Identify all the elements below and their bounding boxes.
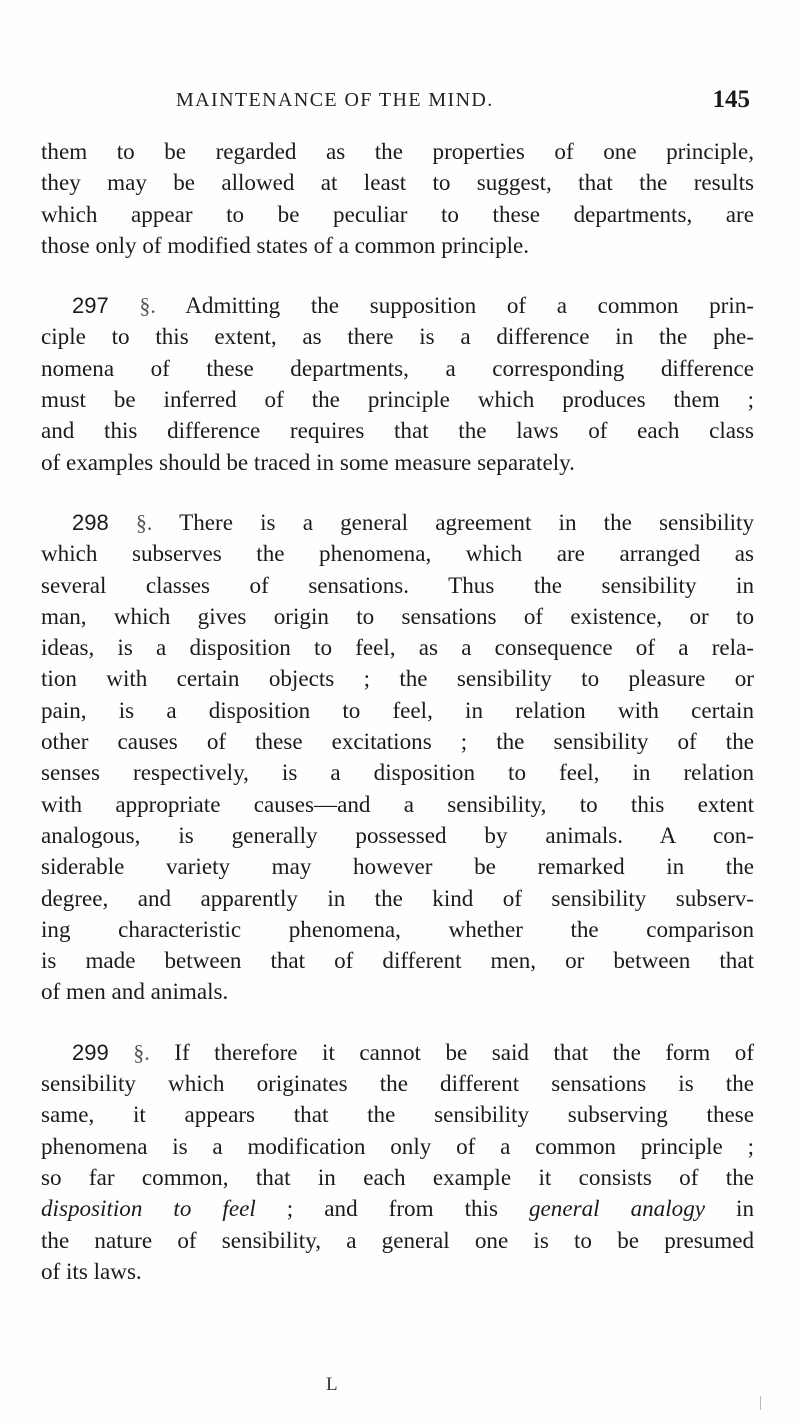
text-line: ing characteristic phenomena, whether the comparison [41,915,754,942]
section-297 [41,290,754,478]
paragraph-continuation [41,136,754,261]
text-line: tion with certain objects ; the sensibility to pleasure or [41,665,754,692]
text-line: siderable variety may however be remarked in the [41,853,754,880]
inline-text: ; and from this [255,1195,529,1222]
text-line: ciple to this extent, as there is a difference in the phe- [41,323,754,350]
text-line: analogous, is generally possessed by animals. A con- [41,821,754,848]
section-number: 297 [72,293,109,319]
text-line: degree, and apparently in the kind of sensibility subserv- [41,884,754,911]
signature-mark: L [326,1374,338,1395]
text-line: the nature of sensibility, a general one is to be presumed [41,1226,754,1253]
running-title: MAINTENANCE OF THE MIND. [176,89,494,111]
text-line [41,290,754,321]
text-line: and this difference requires that the laws of each class [41,417,754,444]
text-line: with appropriate causes—and a sensibility, to this extent [41,790,754,817]
text-line: which subserves the phenomena, which are arranged as [41,540,754,567]
text-line [41,1193,754,1224]
text-line: of examples should be traced in some measure separately. [41,448,575,475]
inline-text: in [705,1195,755,1222]
text-line: is made between that of different men, or between that [41,947,754,974]
text-line: senses respectively, is a disposition to feel, in relation [41,759,754,786]
text-line: other causes of these excitations ; the sensibility of the [41,728,754,755]
section-sign: §. [139,293,156,319]
italic-phrase: general analogy [529,1195,705,1222]
text-line: must be inferred of the principle which produces them ; [41,386,754,413]
section-sign: §. [133,1039,150,1065]
section-298 [41,507,754,1008]
section-first-line: There is a general agreement in the sensibility [179,508,754,535]
text-line: those only of modified states of a common principle. [41,231,530,258]
text-line: ideas, is a disposition to feel, as a consequence of a rela- [41,634,754,661]
text-line: so far common, that in each example it consists of the [41,1163,754,1190]
running-head [40,86,750,120]
text-line: pain, is a disposition to feel, in relation with certain [41,696,754,723]
text-line: them to be regarded as the properties of one principle, [41,138,754,164]
page-number: 145 [712,86,750,113]
text-line: same, it appears that the sensibility subserving these [41,1101,754,1128]
section-first-line: If therefore it cannot be said that the form of [174,1038,755,1065]
text-line [41,507,754,538]
text-line: several classes of sensations. Thus the sensibility in [41,571,754,598]
section-299 [41,1037,754,1287]
italic-phrase: disposition to feel [41,1195,256,1222]
section-first-line: Admitting the supposition of a common prin- [185,292,754,319]
text-line: of men and animals. [41,978,229,1005]
paper-speck [760,1396,761,1410]
text-line: phenomena is a modification only of a common principle ; [41,1132,754,1159]
text-line: of its laws. [41,1257,142,1284]
text-line: sensibility which originates the different sensations is the [41,1070,754,1097]
section-sign: §. [135,509,153,535]
text-line: man, which gives origin to sensations of existence, or to [41,602,754,629]
section-number: 299 [72,1039,109,1065]
text-line [41,1037,754,1068]
text-line: which appear to be peculiar to these departments, are [41,200,754,227]
section-number: 298 [72,509,109,535]
body-text [41,136,754,1287]
text-line: nomena of these departments, a corresponding difference [41,354,754,381]
text-line: they may be allowed at least to suggest, that the results [41,169,754,196]
